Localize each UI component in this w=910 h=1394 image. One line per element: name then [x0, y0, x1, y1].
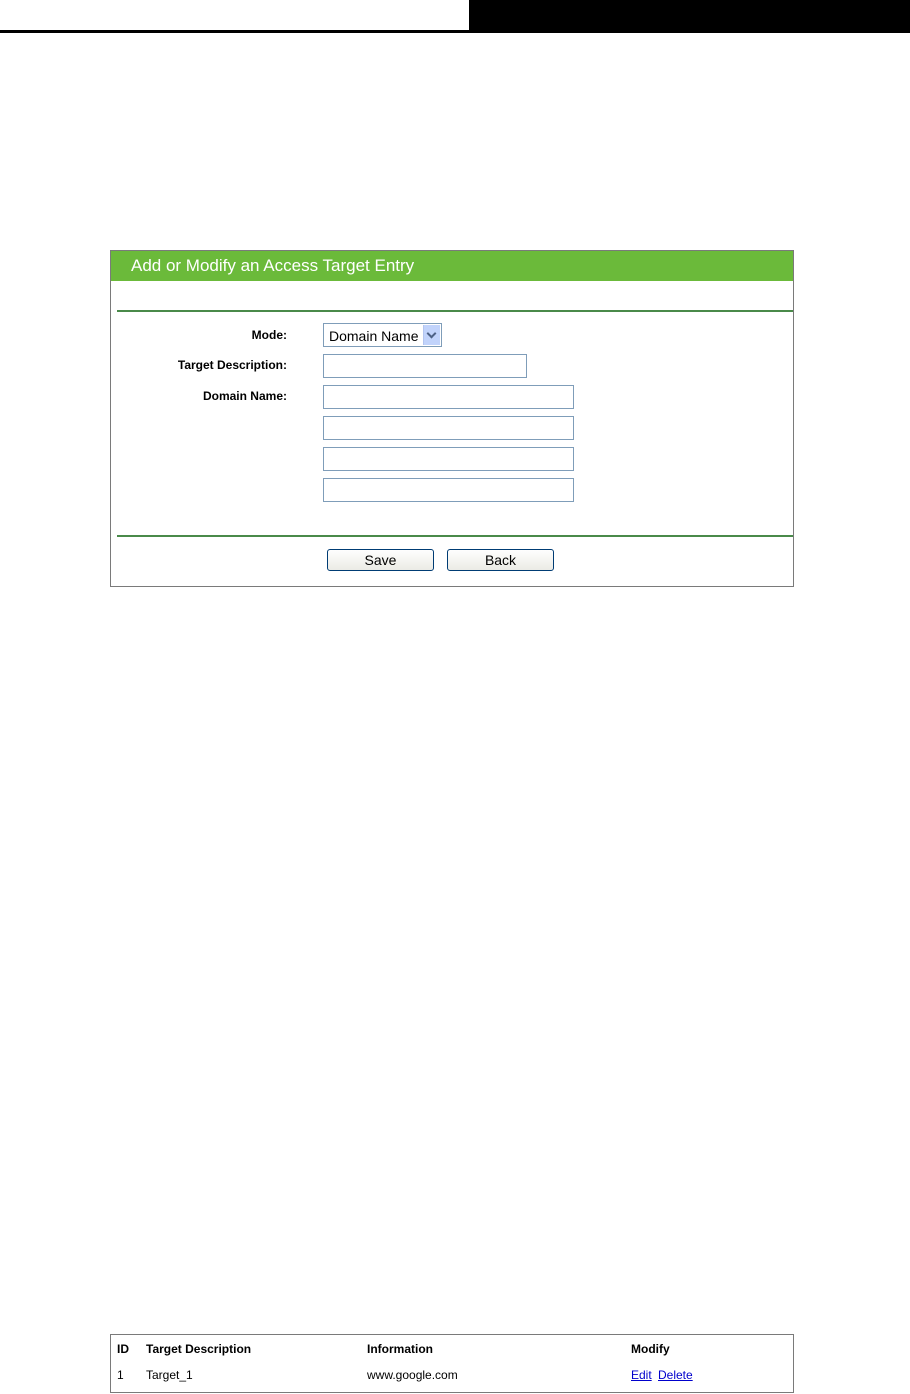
- mode-label: Mode:: [251, 328, 287, 342]
- target-description-label: Target Description:: [177, 358, 287, 372]
- row-target-description: Target_1: [146, 1368, 193, 1382]
- domain-name-input-4[interactable]: [323, 478, 574, 502]
- chevron-down-icon[interactable]: [423, 325, 440, 345]
- domain-name-label: Domain Name:: [202, 389, 287, 403]
- mode-select-value: Domain Name: [329, 328, 419, 344]
- header-id: ID: [117, 1342, 129, 1356]
- header-target-description: Target Description: [146, 1342, 252, 1356]
- row-information: www.google.com: [367, 1368, 458, 1382]
- header-modify: Modify: [631, 1342, 670, 1356]
- panel-title: Add or Modify an Access Target Entry: [111, 251, 793, 281]
- save-button[interactable]: Save: [327, 549, 434, 571]
- domain-name-input-2[interactable]: [323, 416, 574, 440]
- delete-link[interactable]: Delete: [658, 1368, 693, 1382]
- domain-name-input-1[interactable]: [323, 385, 574, 409]
- access-target-panel: [110, 250, 794, 587]
- edit-link[interactable]: Edit: [631, 1368, 652, 1382]
- mode-select[interactable]: [323, 323, 442, 347]
- target-description-input[interactable]: [323, 354, 527, 378]
- back-button[interactable]: Back: [447, 549, 554, 571]
- header-information: Information: [367, 1342, 433, 1356]
- bottom-divider: [117, 535, 793, 537]
- header-rule: [0, 30, 910, 33]
- row-id: 1: [117, 1368, 124, 1382]
- top-divider: [117, 310, 793, 312]
- access-target-list: [110, 1334, 794, 1393]
- header-bar: [469, 0, 910, 33]
- domain-name-input-3[interactable]: [323, 447, 574, 471]
